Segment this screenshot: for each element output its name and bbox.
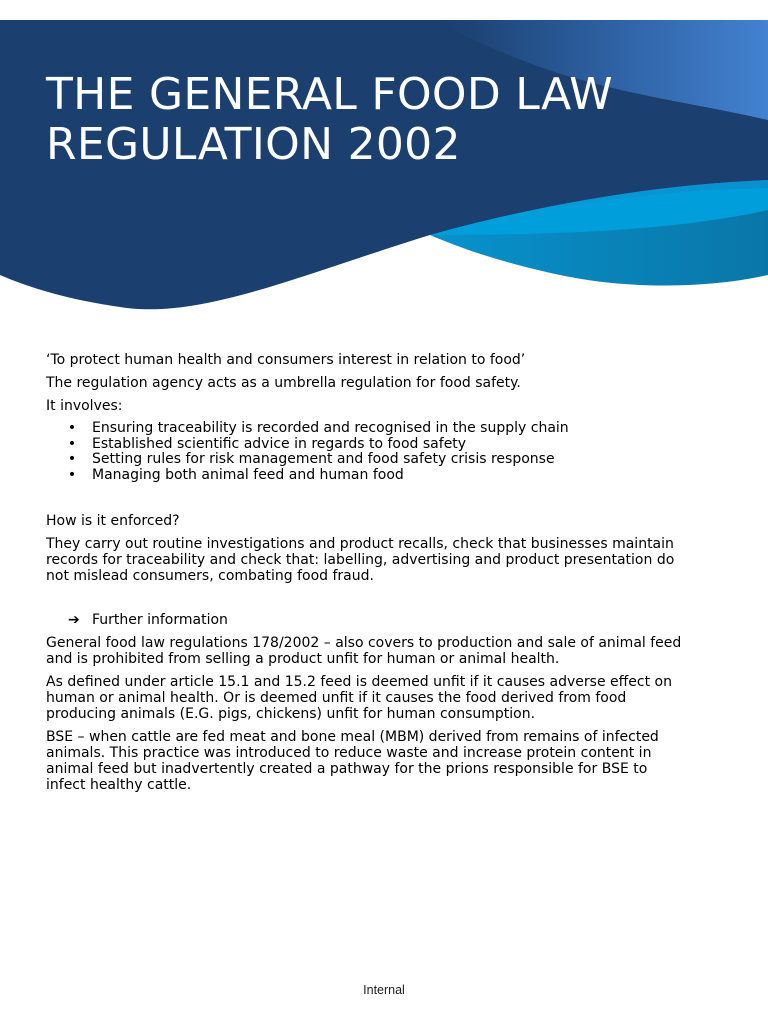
further-info-label: Further information — [92, 612, 228, 629]
further-info-line — [46, 612, 686, 628]
list-item: • Managing both animal feed and human food — [67, 466, 404, 483]
paragraph-regulation: General food law regulations 178/2002 – also covers to production and sale of animal feed and is prohibited from selling a product unfit for human or animal health. — [46, 635, 682, 668]
footer-label: Internal — [363, 983, 405, 997]
enforced-question: How is it enforced? — [46, 513, 180, 530]
paragraph-article: As defined under article 15.1 and 15.2 feed is deemed unfit if it causes adverse effect on human or animal health. Or is deemed unfit if it causes the food derived from food producing animals (E.G. pigs, chickens) unfit for human consumption. — [46, 674, 672, 723]
list-item: • Setting rules for risk management and food safety crisis response — [67, 451, 555, 468]
list-item: • Established scientific advice in regards to food safety — [67, 435, 467, 452]
bullet-icon: • — [67, 451, 77, 468]
bullet-list — [46, 421, 686, 483]
title-line-2: REGULATION 2002 — [46, 119, 461, 170]
quote-text: ‘To protect human health and consumers interest in relation to food’ — [46, 352, 526, 368]
arrow-right-icon: ➔ — [68, 612, 80, 629]
enforced-answer: They carry out routine investigations and product recalls, check that businesses maintain records for traceability and check that: labelling, advertising and product presentation do not mislead consumers, combating food fraud. — [46, 536, 675, 585]
involves-label: It involves: — [46, 398, 123, 414]
bullet-icon: • — [67, 420, 77, 436]
list-item: • Ensuring traceability is recorded and recognised in the supply chain — [67, 420, 569, 436]
intro-text: The regulation agency acts as a umbrella regulation for food safety. — [46, 375, 521, 391]
document-body — [46, 352, 686, 800]
title-line-1: THE GENERAL FOOD LAW — [46, 69, 613, 120]
paragraph-bse: BSE – when cattle are fed meat and bone meal (MBM) derived from remains of infected animals. This practice was introduced to reduce waste and increase protein content in animal feed but inadvertently created a pathway for the prions responsible for BSE to infect healthy cattle. — [46, 729, 659, 794]
bullet-icon: • — [67, 466, 77, 483]
page-title — [46, 70, 613, 170]
bullet-icon: • — [67, 435, 77, 452]
